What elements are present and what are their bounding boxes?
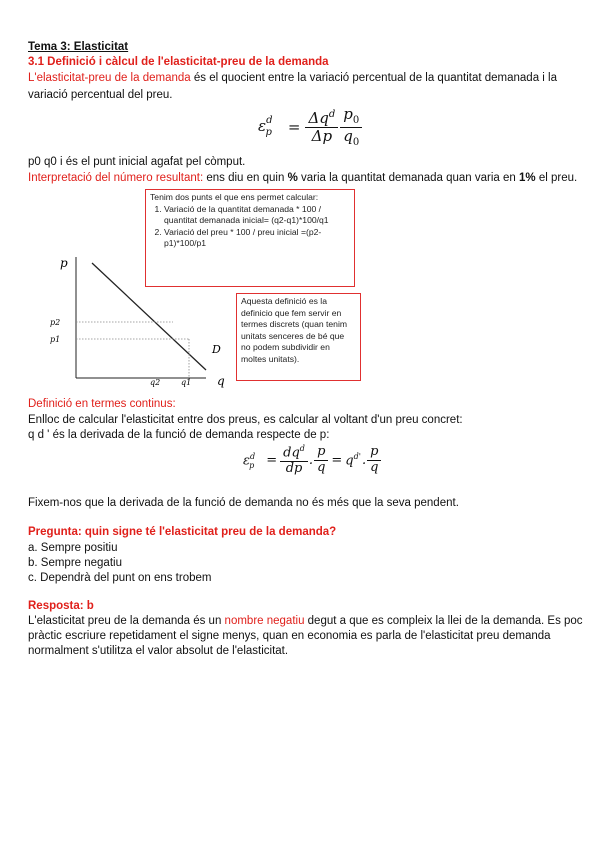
p0q0-note: p0 q0 i és el punt inicial agafat pel còmput. (28, 156, 246, 168)
demand-curve (92, 263, 206, 370)
box1-item-1: 1. Variació de la quantitat demanada * 100 / quantitat demanada inicial= (q2-q1)*100/q1 (164, 204, 350, 227)
answer-line-3: normalment s'utilitza el valor absolut de l'elasticitat. (28, 645, 289, 657)
intro-rest: és el quocient entre la variació percentual de la quantitat demanada i la (190, 72, 557, 84)
answer-line-2: pràctic escriure repetidament el signe menys, quan en economia es parla de l'elasticitat preu demanda (28, 630, 551, 642)
elasticity-formula-continuous: $\varepsilon^d_p$ = $\frac{dq^d}{dp}$ . $\frac{p}{q}$ = $q^{d'}$ . $\frac{p}{q}$ (243, 444, 381, 477)
answer-title: Resposta: b (28, 600, 94, 612)
question-title: Pregunta: quin signe té l'elasticitat preu de la demanda? (28, 526, 337, 538)
x-tick-q1: q1 (181, 378, 192, 387)
elasticity-formula-discrete: $\varepsilon^d_p$ = $\frac{\Delta q^d}{\Delta p}$ $\frac{p_0}{q_0}$ (258, 106, 362, 148)
question-option-a: a. Sempre positiu (28, 542, 118, 554)
derivative-note: Fixem-nos que la derivada de la funció de demanda no és més que la seva pendent. (28, 497, 459, 509)
answer-line-1: L'elasticitat preu de la demanda és un nombre negatiu degut a que es compleix la llei de la demanda. Es poc (28, 615, 583, 627)
question-option-b: b. Sempre negatiu (28, 557, 122, 569)
continuous-line-1: Enlloc de calcular l'elasticitat entre dos preus, es calcular al voltant d'un preu concret: (28, 414, 463, 426)
intro-line-1 (28, 71, 557, 85)
demand-chart (40, 245, 240, 390)
continuous-line-2: q d ' és la derivada de la funció de demanda respecte de p: (28, 429, 330, 441)
box2-text: Aquesta definició es la definicio que fem servir en termes discrets (quan tenim unitats senceres de bé que no podem subdividir en moltes unitats). (241, 296, 348, 364)
box1-intro: Tenim dos punts el que ens permet calcular: (150, 192, 319, 202)
y-tick-p1: p1 (50, 335, 61, 344)
y-axis-label: p (60, 256, 68, 270)
question-option-c: c. Dependrà del punt on ens trobem (28, 572, 212, 584)
intro-line-2: variació percentual del preu. (28, 89, 173, 101)
demand-label: D (212, 343, 221, 356)
x-tick-q2: q2 (150, 378, 161, 387)
y-tick-p2: p2 (50, 318, 61, 327)
box1-item-2: 2. Variació del preu * 100 / preu inicial =(p2-p1)*100/p1 (164, 227, 350, 250)
intro-term: L'elasticitat-preu de la demanda (28, 72, 191, 84)
section-heading: 3.1 Definició i càlcul de l'elasticitat-preu de la demanda (28, 56, 329, 68)
discrete-definition-box (236, 293, 361, 381)
page-title: Tema 3: Elasticitat (28, 41, 129, 53)
answer-highlight: nombre negatiu (224, 615, 305, 627)
continuous-label: Definició en termes continus: (28, 398, 176, 410)
x-axis-label: q (217, 374, 225, 388)
interpretation-line: Interpretació del número resultant: ens diu en quin % varia la quantitat demanada quan varia en 1% el preu. (28, 172, 578, 184)
interpretation-label: Interpretació del número resultant: (28, 172, 204, 184)
